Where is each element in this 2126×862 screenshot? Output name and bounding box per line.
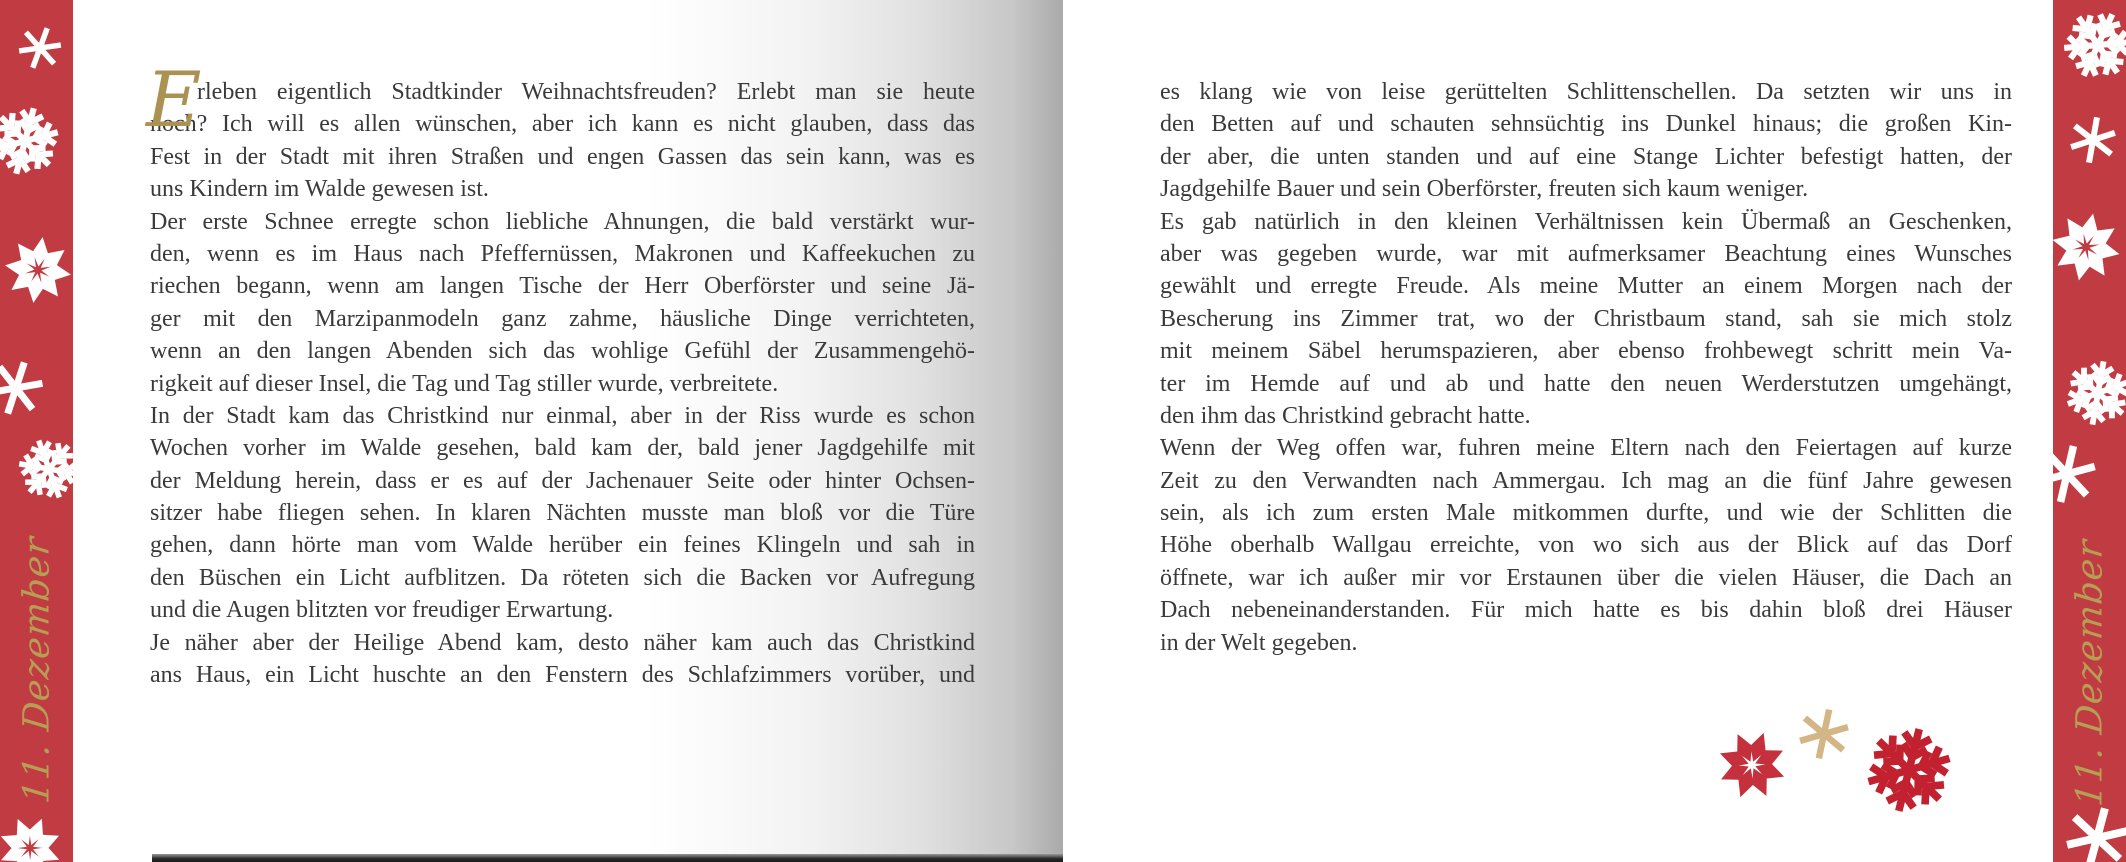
right-ribbon — [2053, 0, 2126, 862]
left-ribbon — [0, 0, 73, 862]
text-line: den, wenn es im Haus nach Pfeffernüssen, Makronen und Kaffeekuchen zu — [150, 240, 975, 267]
star-snowflake-icon — [0, 227, 73, 313]
asterisk-snowflake-icon — [1793, 703, 1855, 765]
asterisk-snowflake-icon — [0, 356, 48, 421]
text-line: der aber, die unten standen und auf eine Stange Lichter befestigt hatten, der — [1160, 143, 2012, 170]
text-line: und die Augen blitzten vor freudiger Erwartung. — [150, 597, 614, 624]
text-line: rleben eigentlich Stadtkinder Weihnachtsfreuden? Erlebt man sie heute — [197, 79, 975, 105]
text-line: Jagdgehilfe Bauer und sein Oberförster, freuten sich kaum weniger. — [1160, 176, 1809, 203]
page-left-lines — [150, 76, 975, 691]
text-line: es klang wie von leise gerüttelten Schlittenschellen. Da setzten wir uns in — [1160, 79, 2012, 105]
text-line: sein, als ich zum ersten Male mitkommen durfte, und wie der Schlitten die — [1160, 500, 2012, 527]
classic-snowflake-icon — [2057, 352, 2126, 433]
asterisk-snowflake-icon — [2065, 112, 2121, 168]
star-snowflake-icon — [2053, 201, 2126, 294]
left-ribbon-date-label: 11. Dezember — [16, 534, 57, 806]
text-line: in der Welt gegeben. — [1160, 629, 1358, 656]
page-right — [1063, 0, 2053, 862]
text-line: Es gab natürlich in den kleinen Verhältnissen kein Übermaß an Geschenken, — [1160, 208, 2012, 235]
text-line: den Betten auf und schauten sehnsüchtig ins Dunkel hinaus; die großen Kin- — [1160, 111, 2012, 138]
text-line: ans Haus, ein Licht huschte an den Fenstern des Schlafzimmers vorüber, und — [150, 662, 975, 689]
text-line: ger mit den Marzipanmodeln ganz zahme, häusliche Dinge verrichteten, — [150, 305, 975, 332]
text-line: öffnete, war ich außer mir vor Erstaunen über die vielen Häuser, die Dach an — [1160, 564, 2012, 591]
star-snowflake-icon — [0, 801, 73, 862]
page-left-text — [146, 55, 975, 691]
right-ribbon-date-label: 11. Dezember — [2069, 537, 2110, 809]
classic-snowflake-icon — [1853, 714, 1965, 826]
text-line: ter im Hemde auf und ab und hatte den neuen Werderstutzen umgehängt, — [1160, 370, 2012, 397]
text-line: mit meinem Säbel herumspazieren, aber ebenso frohbewegt schritt mein Va- — [1160, 338, 2012, 365]
page-right-text — [1160, 76, 2012, 659]
page-right-lines — [1160, 76, 2012, 659]
text-line: Zeit zu den Verwandten nach Ammergau. Ich mag an die fünf Jahre gewesen — [1160, 467, 2012, 494]
text-line: riechen begann, wenn am langen Tische der Herr Oberförster und seine Jä- — [150, 273, 975, 300]
text-line: Der erste Schnee erregte schon liebliche Ahnungen, die bald verstärkt wur- — [150, 208, 975, 235]
text-line: Bescherung ins Zimmer trat, wo der Christbaum stand, sah sie mich stolz — [1160, 305, 2012, 332]
classic-snowflake-icon — [0, 96, 70, 187]
text-line: rigkeit auf dieser Insel, die Tag und Tag stiller wurde, verbreitete. — [150, 370, 779, 397]
text-line: Je näher aber der Heilige Abend kam, desto näher kam auch das Christkind — [150, 629, 975, 656]
text-line: aber was gegeben wurde, war mit aufmerksamer Beachtung eines Wunsches — [1160, 240, 2012, 267]
text-line: Dach nebeneinanderstanden. Für mich hatte es bis dahin bloß drei Häuser — [1160, 597, 2012, 624]
text-line: gewählt und erregte Freude. Als meine Mutter an einem Morgen nach der — [1160, 273, 2012, 300]
text-line: Wenn der Weg offen war, fuhren meine Eltern nach den Feiertagen auf kurze — [1160, 435, 2012, 462]
text-line: Fest in der Stadt mit ihren Straßen und engen Gassen das sein kann, was es — [150, 143, 975, 170]
asterisk-snowflake-icon — [2053, 437, 2104, 510]
classic-snowflake-icon — [2053, 0, 2126, 94]
text-line: der Meldung herein, dass er es auf der Jachenauer Seite oder hinter Ochsen- — [150, 467, 975, 494]
star-snowflake-icon — [1702, 715, 1802, 815]
text-line: uns Kindern im Walde gewesen ist. — [150, 176, 489, 203]
text-line: In der Stadt kam das Christkind nur einmal, aber in der Riss wurde es schon — [150, 402, 975, 429]
text-line: noch? Ich will es allen wünschen, aber ich kann es nicht glauben, dass das — [150, 111, 975, 138]
text-line: den ihm das Christkind gebracht hatte. — [1160, 402, 1531, 429]
page-left — [73, 0, 1063, 862]
text-line: wenn an den langen Abenden sich das wohlige Gefühl der Zusammengehö- — [150, 338, 975, 365]
text-line: gehen, dann hörte man vom Walde herüber ein feines Klingeln und sah in — [150, 532, 975, 559]
page-bottom-edge — [152, 854, 1063, 862]
text-line: Wochen vorher im Walde gesehen, bald kam der, bald jener Jagdgehilfe mit — [150, 435, 975, 462]
asterisk-snowflake-icon — [2058, 799, 2126, 862]
classic-snowflake-icon — [3, 423, 73, 516]
drop-cap: E — [146, 55, 202, 144]
text-line: sitzer habe fliegen sehen. In klaren Nächten musste man bloß vor die Türe — [150, 500, 975, 527]
asterisk-snowflake-icon — [12, 20, 68, 76]
text-line: Höhe oberhalb Wallgau erreichte, von wo sich aus der Blick auf das Dorf — [1160, 532, 2012, 559]
text-line: den Büschen ein Licht aufblitzen. Da röteten sich die Backen vor Aufregung — [150, 564, 975, 591]
